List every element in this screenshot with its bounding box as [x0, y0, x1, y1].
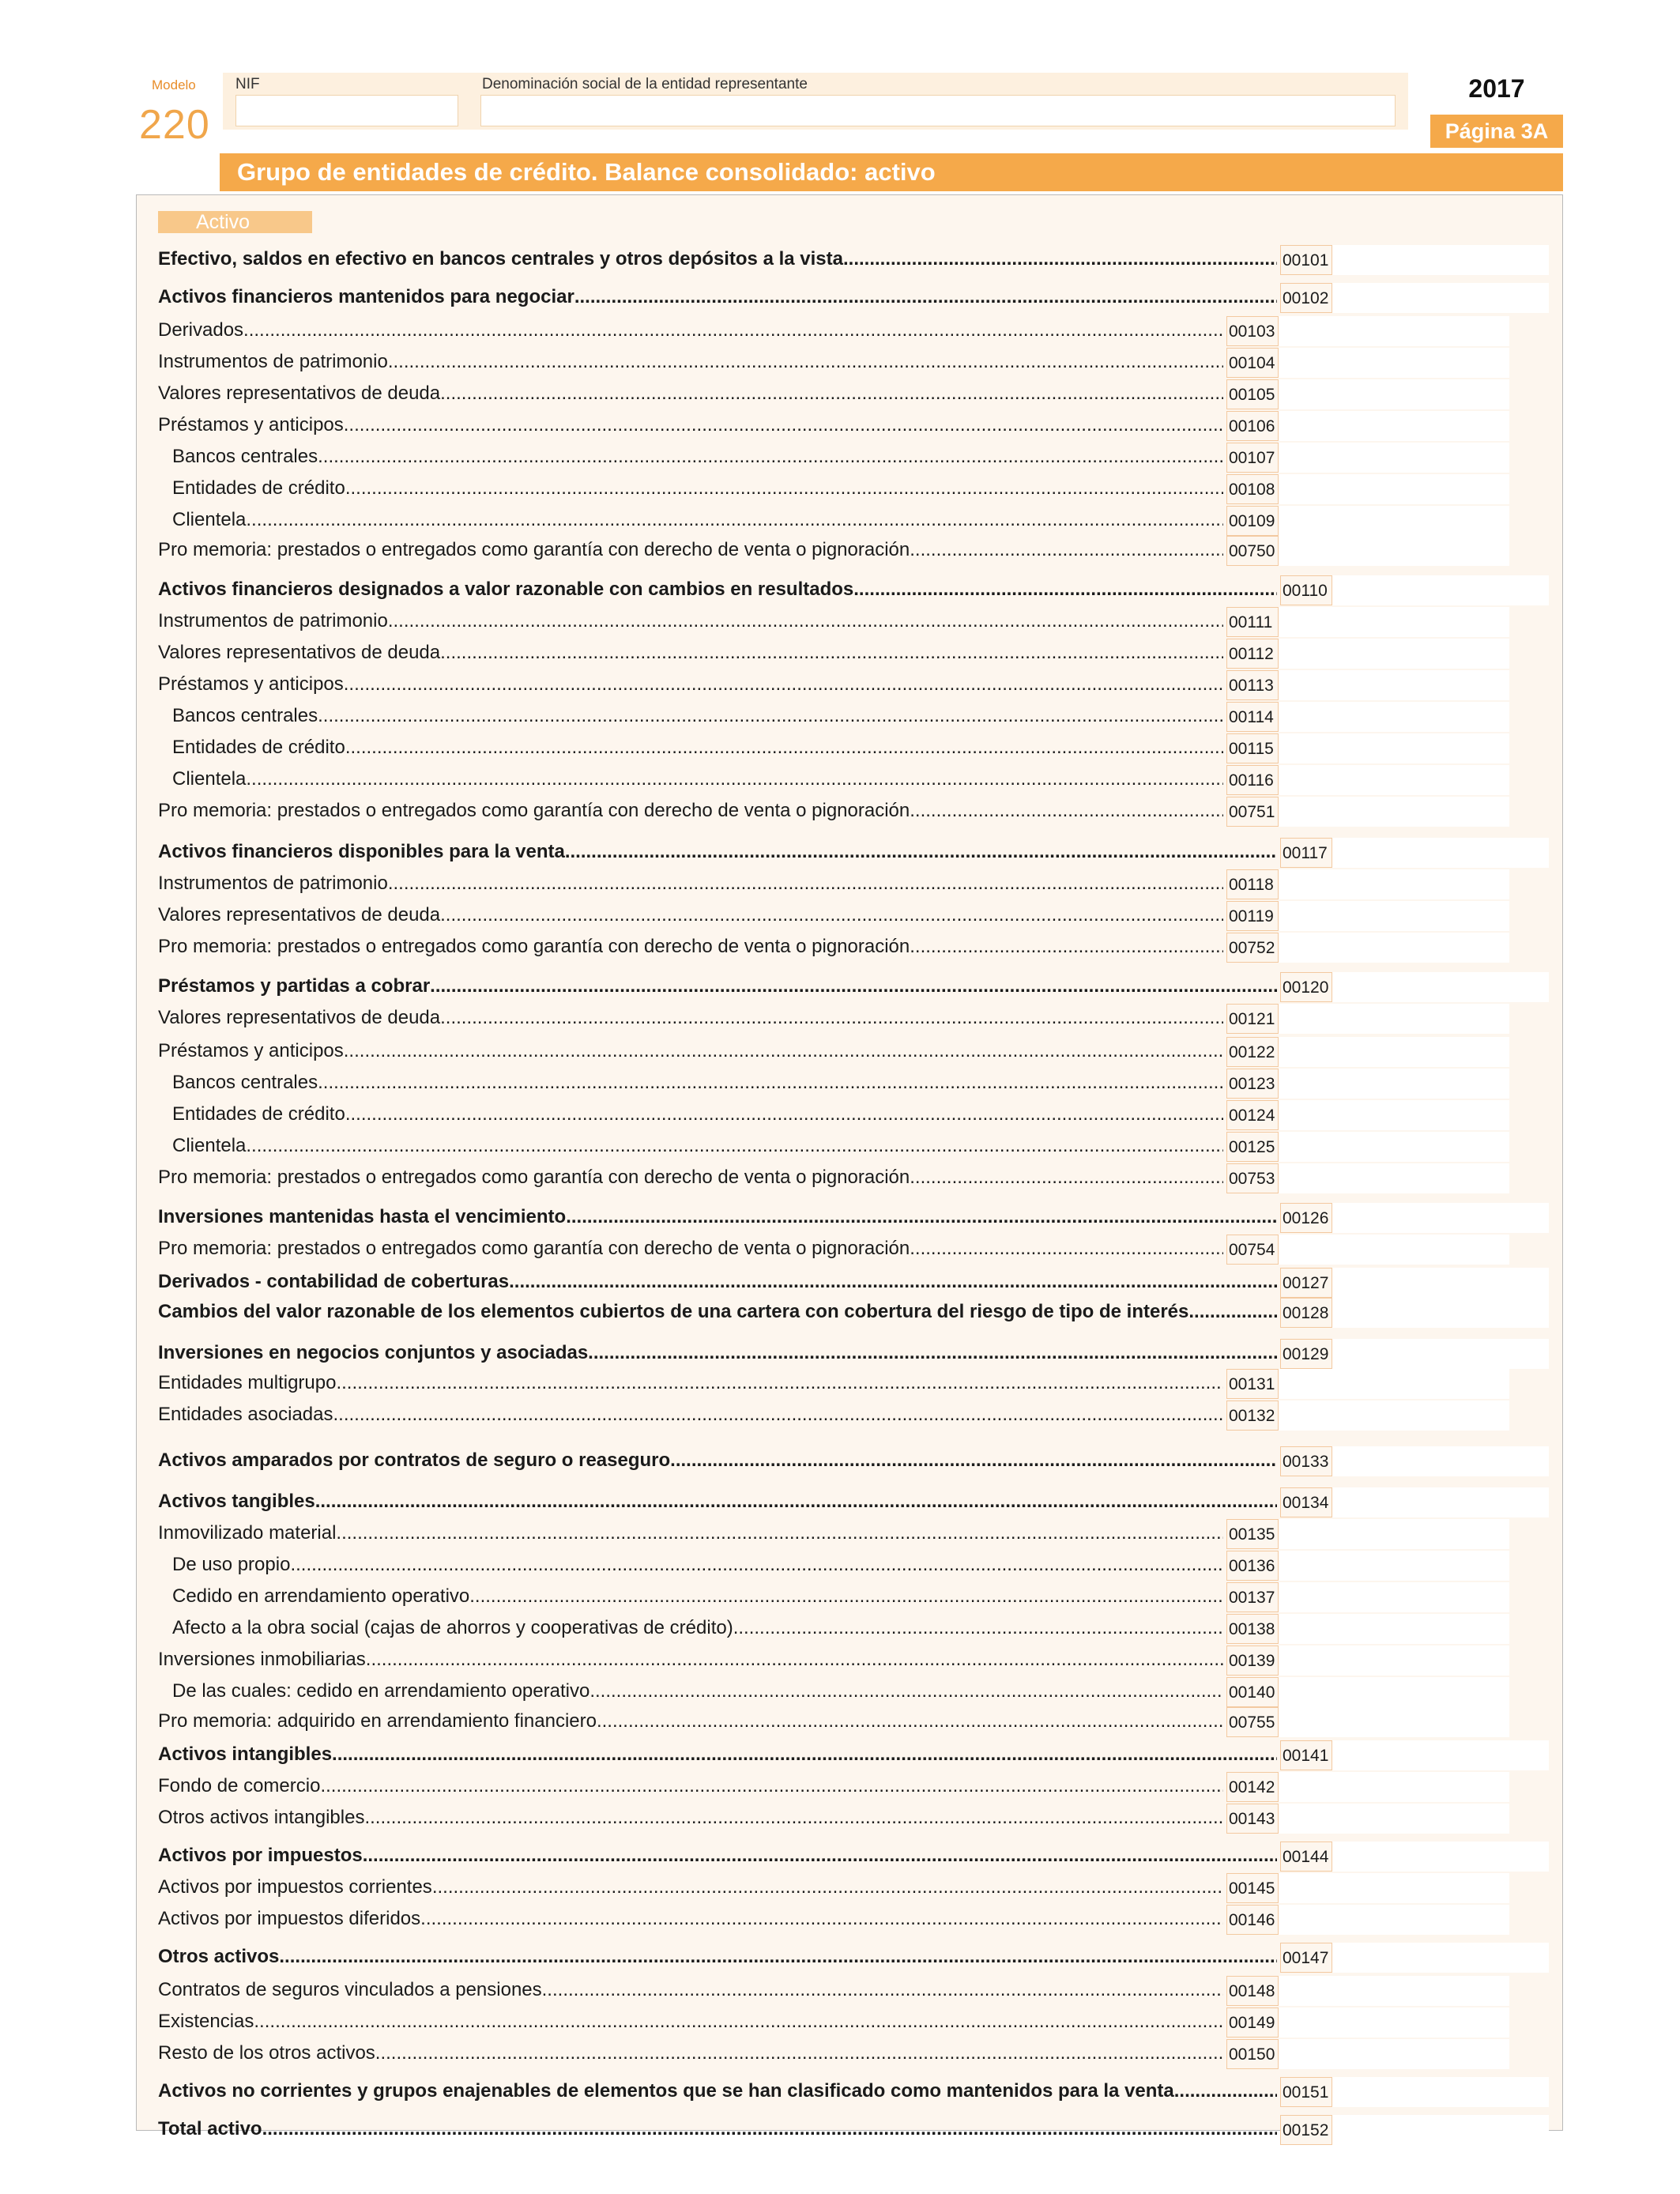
- row-label: [158, 765, 1223, 794]
- dot-leader: [262, 2115, 1277, 2143]
- row-label-text: Valores representativos de deuda: [158, 383, 441, 404]
- row-label: [158, 1905, 1223, 1933]
- box-code: 00754: [1226, 1235, 1279, 1265]
- dot-leader: [910, 933, 1223, 961]
- dot-leader: [254, 2007, 1223, 2036]
- row-label-text: Entidades de crédito: [172, 1103, 345, 1125]
- row-label: [158, 411, 1223, 439]
- row-label: [158, 670, 1223, 699]
- amount-input[interactable]: [1332, 1842, 1549, 1872]
- amount-input[interactable]: [1279, 1369, 1509, 1399]
- row-label-text: Pro memoria: adquirido en arrendamiento financiero: [158, 1710, 597, 1732]
- box-code: 00106: [1226, 411, 1279, 441]
- amount-input[interactable]: [1279, 1004, 1509, 1034]
- amount-input[interactable]: [1332, 575, 1549, 605]
- dot-leader: [333, 1400, 1223, 1429]
- row-label: [158, 1943, 1277, 1971]
- amount-input[interactable]: [1332, 1298, 1549, 1328]
- amount-input[interactable]: [1279, 639, 1509, 669]
- box-code: 00151: [1280, 2077, 1332, 2107]
- box-code: 00137: [1226, 1582, 1279, 1612]
- amount-input[interactable]: [1279, 2039, 1509, 2069]
- row-label-text: Clientela: [172, 768, 247, 790]
- amount-input[interactable]: [1332, 2077, 1549, 2107]
- box-code: 00103: [1226, 316, 1279, 346]
- row-label: [158, 348, 1223, 376]
- box-code: 00128: [1280, 1298, 1332, 1328]
- page-badge: Página 3A: [1430, 115, 1563, 148]
- box-code: 00127: [1280, 1268, 1332, 1298]
- amount-input[interactable]: [1332, 1446, 1549, 1476]
- dot-leader: [336, 1519, 1223, 1547]
- row-label-text: Otros activos intangibles: [158, 1807, 365, 1828]
- row-label-text: Bancos centrales: [172, 705, 318, 726]
- row-label: [158, 1740, 1277, 1769]
- row-label-text: Inversiones en negocios conjuntos y asociadas: [158, 1342, 589, 1363]
- row-label-text: Activos por impuestos: [158, 1845, 363, 1866]
- box-code: 00105: [1226, 379, 1279, 409]
- row-label-text: Valores representativos de deuda: [158, 642, 441, 663]
- amount-input[interactable]: [1279, 1804, 1509, 1834]
- row-label: [158, 1551, 1223, 1579]
- dot-leader: [318, 1069, 1223, 1097]
- row-label-text: Inmovilizado material: [158, 1522, 337, 1544]
- box-code: 00104: [1226, 348, 1279, 378]
- row-label-text: Bancos centrales: [172, 1072, 318, 1093]
- row-label-text: Instrumentos de patrimonio: [158, 873, 388, 894]
- row-label-text: Fondo de comercio: [158, 1775, 321, 1796]
- box-code: 00141: [1280, 1740, 1332, 1770]
- row-label-text: Pro memoria: prestados o entregados como garantía con derecho de venta o pignoración: [158, 800, 910, 821]
- box-code: 00114: [1226, 702, 1279, 732]
- row-label: [158, 1298, 1277, 1326]
- amount-input[interactable]: [1332, 1740, 1549, 1770]
- row-label: [158, 1487, 1277, 1516]
- row-label-text: Préstamos y anticipos: [158, 1040, 344, 1061]
- dot-leader: [320, 1772, 1223, 1800]
- dot-leader: [910, 1235, 1223, 1263]
- amount-input[interactable]: [1332, 1487, 1549, 1517]
- row-label: [158, 838, 1277, 866]
- row-label: [158, 1069, 1223, 1097]
- box-code: 00139: [1226, 1646, 1279, 1676]
- box-code: 00101: [1280, 245, 1332, 275]
- row-label: [158, 1582, 1223, 1611]
- row-label-text: Cedido en arrendamiento operativo: [172, 1585, 470, 1607]
- row-label-text: Activos financieros disponibles para la venta: [158, 841, 565, 862]
- amount-input[interactable]: [1279, 1677, 1509, 1707]
- amount-input[interactable]: [1332, 1339, 1549, 1369]
- amount-input[interactable]: [1279, 1163, 1509, 1193]
- box-code: 00124: [1226, 1100, 1279, 1130]
- row-label: [158, 1677, 1223, 1706]
- amount-input[interactable]: [1332, 1203, 1549, 1233]
- dot-leader: [565, 838, 1277, 866]
- row-label-text: Efectivo, saldos en efectivo en bancos centrales y otros depósitos a la vista: [158, 248, 843, 270]
- box-code: 00115: [1226, 733, 1279, 763]
- dot-leader: [364, 1804, 1223, 1832]
- dot-leader: [336, 1369, 1223, 1397]
- dot-leader: [440, 379, 1223, 408]
- row-label: [158, 1100, 1223, 1129]
- dot-leader: [469, 1582, 1223, 1611]
- row-label-text: Afecto a la obra social (cajas de ahorros y cooperativas de crédito): [172, 1617, 733, 1638]
- row-label-text: Entidades de crédito: [172, 737, 345, 758]
- box-code: 00111: [1226, 607, 1279, 637]
- row-label-text: Activos amparados por contratos de seguro o reaseguro: [158, 1449, 671, 1471]
- dot-leader: [1188, 1298, 1277, 1326]
- row-label: [158, 1203, 1277, 1231]
- box-code: 00140: [1226, 1677, 1279, 1707]
- dot-leader: [910, 797, 1223, 825]
- dot-leader: [290, 1551, 1223, 1579]
- dot-leader: [670, 1446, 1277, 1475]
- row-label: [158, 933, 1223, 961]
- amount-input[interactable]: [1279, 1519, 1509, 1549]
- amount-input[interactable]: [1279, 2007, 1509, 2038]
- amount-input[interactable]: [1279, 1646, 1509, 1676]
- row-label: [158, 1446, 1277, 1475]
- row-label-text: Contratos de seguros vinculados a pensiones: [158, 1979, 542, 2000]
- dot-leader: [843, 245, 1277, 273]
- row-label-text: Derivados - contabilidad de coberturas: [158, 1271, 510, 1292]
- amount-input[interactable]: [1279, 1037, 1509, 1067]
- box-code: 00122: [1226, 1037, 1279, 1067]
- dot-leader: [597, 1707, 1223, 1736]
- dot-leader: [318, 443, 1223, 471]
- amount-input[interactable]: [1279, 1235, 1509, 1265]
- row-label: [158, 1037, 1223, 1065]
- box-code: 00753: [1226, 1163, 1279, 1193]
- amount-input[interactable]: [1279, 1976, 1509, 2006]
- row-label: [158, 379, 1223, 408]
- dot-leader: [910, 536, 1223, 564]
- row-label-text: Otros activos: [158, 1946, 280, 1967]
- row-label: [158, 607, 1223, 635]
- amount-input[interactable]: [1332, 1943, 1549, 1973]
- row-label: [158, 2007, 1223, 2036]
- box-code: 00126: [1280, 1203, 1332, 1233]
- amount-input[interactable]: [1279, 1100, 1509, 1130]
- box-code: 00150: [1226, 2039, 1279, 2069]
- row-label: [158, 2077, 1277, 2105]
- dot-leader: [345, 1100, 1223, 1129]
- box-code: 00108: [1226, 474, 1279, 504]
- row-label-text: Valores representativos de deuda: [158, 904, 441, 925]
- box-code: 00750: [1226, 536, 1279, 566]
- dot-leader: [246, 506, 1223, 534]
- dot-leader: [430, 972, 1277, 1001]
- row-label: [158, 733, 1223, 762]
- row-label-text: Total activo: [158, 2118, 262, 2139]
- amount-input[interactable]: [1279, 1400, 1509, 1431]
- row-label: [158, 2039, 1223, 2068]
- row-label: [158, 702, 1223, 730]
- section-tag: Activo: [158, 211, 312, 233]
- row-label: [158, 797, 1223, 825]
- dot-leader: [345, 733, 1223, 762]
- box-code: 00135: [1226, 1519, 1279, 1549]
- box-code: 00110: [1280, 575, 1332, 605]
- row-label-text: Clientela: [172, 1135, 247, 1156]
- box-code: 00116: [1226, 765, 1279, 795]
- amount-input[interactable]: [1279, 670, 1509, 700]
- row-label-text: Activos por impuestos diferidos: [158, 1908, 421, 1929]
- amount-input[interactable]: [1279, 379, 1509, 409]
- dot-leader: [733, 1614, 1223, 1642]
- row-label-text: Valores representativos de deuda: [158, 1007, 441, 1028]
- amount-input[interactable]: [1279, 316, 1509, 346]
- row-label: [158, 283, 1277, 311]
- amount-input[interactable]: [1279, 1582, 1509, 1612]
- row-label-text: Préstamos y anticipos: [158, 673, 344, 695]
- row-label-text: Activos financieros mantenidos para negociar: [158, 286, 574, 307]
- dot-leader: [315, 1487, 1277, 1516]
- row-label: [158, 1976, 1223, 2004]
- row-label-text: Activos tangibles: [158, 1491, 315, 1512]
- box-code: 00132: [1226, 1400, 1279, 1431]
- amount-input[interactable]: [1279, 733, 1509, 763]
- amount-input[interactable]: [1279, 702, 1509, 732]
- box-code: 00138: [1226, 1614, 1279, 1644]
- dot-leader: [363, 1842, 1277, 1870]
- dot-leader: [420, 1905, 1223, 1933]
- row-label-text: Activos financieros designados a valor razonable con cambios en resultados: [158, 579, 854, 600]
- row-label-text: Inversiones inmobiliarias: [158, 1649, 366, 1670]
- dot-leader: [440, 901, 1223, 929]
- denominacion-label: Denominación social de la entidad representante: [482, 76, 808, 92]
- box-code: 00109: [1226, 506, 1279, 536]
- dot-leader: [246, 765, 1223, 794]
- dot-leader: [345, 474, 1223, 503]
- row-label-text: Entidades multigrupo: [158, 1372, 337, 1393]
- dot-leader: [542, 1976, 1223, 2004]
- dot-leader: [344, 1037, 1223, 1065]
- dot-leader: [344, 411, 1223, 439]
- amount-input[interactable]: [1279, 348, 1509, 378]
- denominacion-field[interactable]: [480, 95, 1396, 126]
- box-code: 00112: [1226, 639, 1279, 669]
- dot-leader: [574, 283, 1277, 311]
- amount-input[interactable]: [1332, 283, 1549, 313]
- dot-leader: [388, 607, 1223, 635]
- row-label-text: Instrumentos de patrimonio: [158, 351, 388, 372]
- row-label-text: Resto de los otros activos: [158, 2042, 375, 2064]
- box-code: 00119: [1226, 901, 1279, 931]
- row-label-text: De las cuales: cedido en arrendamiento operativo: [172, 1680, 590, 1702]
- box-code: 00118: [1226, 869, 1279, 899]
- dot-leader: [332, 1740, 1277, 1769]
- box-code: 00755: [1226, 1707, 1279, 1737]
- dot-leader: [366, 1646, 1223, 1674]
- row-label: [158, 1235, 1223, 1263]
- amount-input[interactable]: [1279, 869, 1509, 899]
- box-code: 00145: [1226, 1873, 1279, 1903]
- row-label: [158, 901, 1223, 929]
- row-label: [158, 1772, 1223, 1800]
- row-label-text: Activos intangibles: [158, 1744, 333, 1765]
- dot-leader: [388, 348, 1223, 376]
- page-title-text: Grupo de entidades de crédito. Balance consolidado: activo: [237, 158, 936, 186]
- amount-input[interactable]: [1279, 1069, 1509, 1099]
- amount-input[interactable]: [1279, 1132, 1509, 1162]
- box-code: 00142: [1226, 1772, 1279, 1802]
- row-label: [158, 1519, 1223, 1547]
- row-label-text: De uso propio: [172, 1554, 291, 1575]
- dot-leader: [509, 1268, 1277, 1296]
- dot-leader: [432, 1873, 1223, 1902]
- row-label-text: Bancos centrales: [172, 446, 318, 467]
- row-label-text: Pro memoria: prestados o entregados como garantía con derecho de venta o pignoración: [158, 936, 910, 957]
- row-label-text: Derivados: [158, 319, 244, 341]
- dot-leader: [853, 575, 1277, 604]
- amount-input[interactable]: [1332, 972, 1549, 1002]
- nif-label: NIF: [235, 76, 260, 92]
- amount-input[interactable]: [1332, 1268, 1549, 1298]
- row-label: [158, 506, 1223, 534]
- row-label: [158, 474, 1223, 503]
- row-label: [158, 245, 1277, 273]
- amount-input[interactable]: [1279, 607, 1509, 637]
- box-code: 00120: [1280, 972, 1332, 1002]
- row-label-text: Pro memoria: prestados o entregados como garantía con derecho de venta o pignoración: [158, 539, 910, 560]
- row-label-text: Activos por impuestos corrientes: [158, 1876, 432, 1898]
- page-title: [220, 153, 1563, 191]
- box-code: 00143: [1226, 1804, 1279, 1834]
- row-label-text: Instrumentos de patrimonio: [158, 610, 388, 631]
- amount-input[interactable]: [1332, 2115, 1549, 2145]
- row-label: [158, 1163, 1223, 1192]
- year-label: 2017: [1430, 71, 1563, 106]
- row-label-text: Activos no corrientes y grupos enajenables de elementos que se han clasificado como mantenidos para la venta: [158, 2080, 1174, 2102]
- box-code: 00136: [1226, 1551, 1279, 1581]
- row-label: [158, 1646, 1223, 1674]
- row-label: [158, 575, 1277, 604]
- dot-leader: [1174, 2077, 1277, 2105]
- dot-leader: [243, 316, 1223, 345]
- dot-leader: [440, 639, 1223, 667]
- box-code: 00131: [1226, 1369, 1279, 1399]
- amount-input[interactable]: [1279, 1772, 1509, 1802]
- row-label: [158, 1339, 1277, 1367]
- box-code: 00751: [1226, 797, 1279, 827]
- row-label: [158, 1873, 1223, 1902]
- dot-leader: [246, 1132, 1223, 1160]
- row-label: [158, 1707, 1223, 1736]
- amount-input[interactable]: [1279, 411, 1509, 441]
- amount-input[interactable]: [1279, 797, 1509, 827]
- row-label: [158, 869, 1223, 898]
- box-code: 00133: [1280, 1446, 1332, 1476]
- amount-input[interactable]: [1279, 933, 1509, 963]
- row-label: [158, 1614, 1223, 1642]
- amount-input[interactable]: [1279, 506, 1509, 536]
- row-label: [158, 1004, 1223, 1032]
- row-label: [158, 1369, 1223, 1397]
- row-label: [158, 1804, 1223, 1832]
- amount-input[interactable]: [1332, 838, 1549, 868]
- row-label-text: Pro memoria: prestados o entregados como garantía con derecho de venta o pignoración: [158, 1238, 910, 1259]
- box-code: 00152: [1280, 2115, 1332, 2145]
- dot-leader: [440, 1004, 1223, 1032]
- box-code: 00147: [1280, 1943, 1332, 1973]
- row-label-text: Pro memoria: prestados o entregados como garantía con derecho de venta o pignoración: [158, 1167, 910, 1188]
- dot-leader: [590, 1677, 1223, 1706]
- box-code: 00752: [1226, 933, 1279, 963]
- row-label-text: Entidades asociadas: [158, 1404, 333, 1425]
- row-label: [158, 1268, 1277, 1296]
- box-code: 00146: [1226, 1905, 1279, 1935]
- amount-input[interactable]: [1332, 245, 1549, 275]
- nif-field[interactable]: [235, 95, 458, 126]
- box-code: 00102: [1280, 283, 1332, 313]
- dot-leader: [318, 702, 1223, 730]
- dot-leader: [910, 1163, 1223, 1192]
- dot-leader: [388, 869, 1223, 898]
- row-label: [158, 443, 1223, 471]
- amount-input[interactable]: [1279, 1905, 1509, 1935]
- modelo-label: Modelo: [152, 77, 196, 92]
- box-code: 00129: [1280, 1339, 1332, 1369]
- box-code: 00121: [1226, 1004, 1279, 1034]
- amount-input[interactable]: [1279, 1614, 1509, 1644]
- row-label: [158, 1400, 1223, 1429]
- box-code: 00144: [1280, 1842, 1332, 1872]
- box-code: 00107: [1226, 443, 1279, 473]
- dot-leader: [588, 1339, 1277, 1367]
- row-label: [158, 2115, 1277, 2143]
- row-label: [158, 1842, 1277, 1870]
- amount-input[interactable]: [1279, 443, 1509, 473]
- row-label: [158, 972, 1277, 1001]
- row-label: [158, 316, 1223, 345]
- amount-input[interactable]: [1279, 536, 1509, 566]
- row-label-text: Inversiones mantenidas hasta el vencimiento: [158, 1206, 567, 1227]
- box-code: 00148: [1226, 1976, 1279, 2006]
- amount-input[interactable]: [1279, 1551, 1509, 1581]
- dot-leader: [566, 1203, 1277, 1231]
- row-label: [158, 639, 1223, 667]
- box-code: 00134: [1280, 1487, 1332, 1517]
- row-label: [158, 536, 1223, 564]
- row-label-text: Préstamos y anticipos: [158, 414, 344, 435]
- dot-leader: [344, 670, 1223, 699]
- row-label-text: Entidades de crédito: [172, 477, 345, 499]
- dot-leader: [375, 2039, 1223, 2068]
- amount-input[interactable]: [1279, 1707, 1509, 1737]
- amount-input[interactable]: [1279, 474, 1509, 504]
- row-label: [158, 1132, 1223, 1160]
- box-code: 00149: [1226, 2007, 1279, 2038]
- row-label-text: Préstamos y partidas a cobrar: [158, 975, 431, 997]
- box-code: 00123: [1226, 1069, 1279, 1099]
- row-label-text: Existencias: [158, 2011, 254, 2032]
- row-label-text: Clientela: [172, 509, 247, 530]
- modelo-number: 220: [139, 102, 210, 148]
- box-code: 00113: [1226, 670, 1279, 700]
- amount-input[interactable]: [1279, 765, 1509, 795]
- amount-input[interactable]: [1279, 901, 1509, 931]
- box-code: 00117: [1280, 838, 1332, 868]
- row-label-text: Cambios del valor razonable de los elementos cubiertos de una cartera con cobertura del riesgo de tipo de interés: [158, 1301, 1189, 1322]
- box-code: 00125: [1226, 1132, 1279, 1162]
- amount-input[interactable]: [1279, 1873, 1509, 1903]
- dot-leader: [279, 1943, 1277, 1971]
